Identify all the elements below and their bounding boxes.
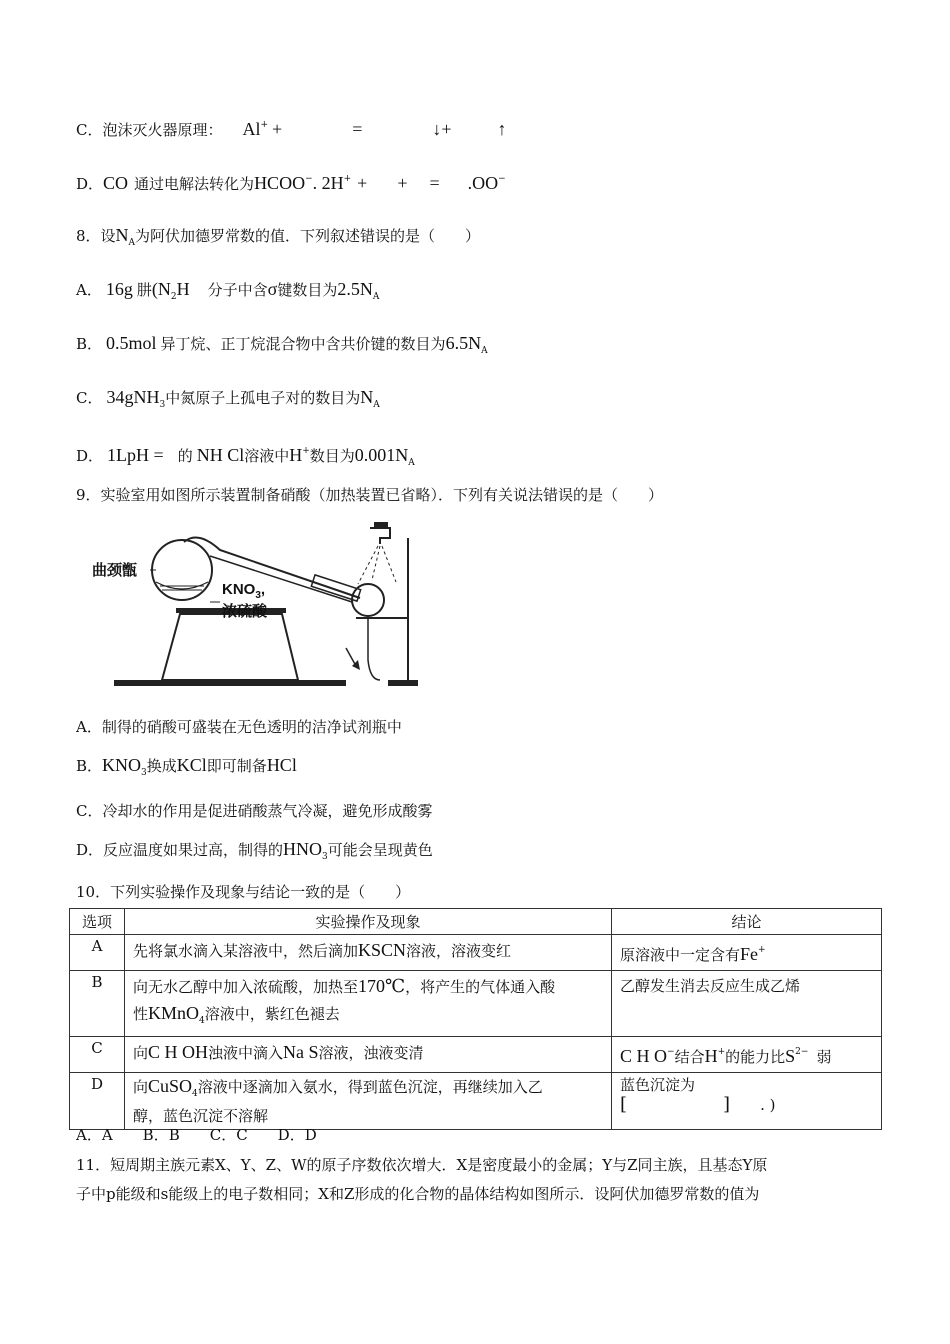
option-label: C． bbox=[76, 389, 103, 407]
option-label: D． bbox=[76, 175, 104, 193]
q9-option-c: C．冷却水的作用是促进硝酸蒸气冷凝，避免形成酸雾 bbox=[76, 802, 433, 820]
option-text: 键数目为 bbox=[277, 281, 338, 299]
q10-stem: 10．下列实验操作及现象与结论一致的是（ ） bbox=[76, 883, 411, 901]
formula: 0.001N bbox=[354, 445, 409, 465]
q8-option-c: C． 34gNH$_3$中氮原子上孤电子对的数目为$N_A$ bbox=[76, 387, 380, 410]
formula: + bbox=[357, 173, 368, 193]
equals-sign: = bbox=[429, 173, 440, 193]
formula: N bbox=[115, 225, 129, 245]
water-spray bbox=[358, 546, 396, 584]
option-text: 可能会呈现黄色 bbox=[327, 841, 433, 859]
formula: H bbox=[176, 279, 190, 299]
conclusion-cell: 乙醇发生消去反应生成乙烯 bbox=[612, 971, 882, 1037]
q9-option-b: B．$KNO_3$换成KCl即可制备HCl bbox=[76, 755, 297, 778]
option-text: D．反应温度如果过高，制得的 bbox=[76, 841, 284, 859]
formula: 34gNH bbox=[106, 387, 160, 407]
q7-option-d: D．CO 通过电解法转化为HCOO−. 2H+ + + = .OO− bbox=[76, 173, 506, 193]
formula-sup: + bbox=[260, 120, 269, 130]
reagent1-label: $KNO_3$, bbox=[222, 581, 266, 601]
retort-neck bbox=[184, 538, 360, 599]
table-row bbox=[70, 935, 882, 971]
q8-stem: 8．设$N_A$为阿伏加德罗常数的值．下列叙述错误的是（ ） bbox=[76, 225, 481, 248]
column-header: 实验操作及现象 bbox=[125, 909, 612, 935]
column-header: 选项 bbox=[70, 909, 125, 935]
formula: . 2H bbox=[312, 173, 344, 193]
option-text: 数目为 bbox=[309, 447, 355, 465]
option-label: D． bbox=[76, 447, 104, 465]
formula: N bbox=[360, 387, 374, 407]
option-label: B． bbox=[76, 335, 103, 353]
formula: (N bbox=[151, 279, 171, 299]
table-header-row bbox=[70, 909, 882, 935]
q9-stem: 9．实验室用如图所示装置制备硝酸（加热装置已省略）．下列有关说法错误的是（ ） bbox=[76, 486, 664, 504]
option-text: 换成 bbox=[146, 757, 177, 775]
retort-label: 曲颈甑 bbox=[92, 561, 138, 579]
option-label: B． bbox=[76, 757, 103, 775]
retort-flask bbox=[152, 540, 212, 600]
row-key: C bbox=[70, 1037, 125, 1073]
precipitate-arrow: ↓+ bbox=[432, 119, 452, 139]
option-text: 通过电解法转化为 bbox=[134, 175, 255, 193]
column-header: 结论 bbox=[612, 909, 882, 935]
formula: CO bbox=[103, 173, 129, 193]
question-text: 为阿伏加德罗常数的值．下列叙述错误的是（ ） bbox=[135, 227, 481, 245]
formula: HCl bbox=[266, 755, 297, 775]
question-number: 8．设 bbox=[76, 227, 116, 245]
option-text: 肼 bbox=[136, 281, 152, 299]
option-text: C．泡沫灭火器原理： bbox=[76, 121, 223, 139]
option-text: 分子中含 bbox=[207, 281, 268, 299]
q9-option-a: A．制得的硝酸可盛装在无色透明的洁净试剂瓶中 bbox=[76, 718, 402, 736]
q11-line2: 子中p能级和s能级上的电子数相同；X和Z形成的化合物的晶体结构如图所示．设阿伏加德罗常数的值为 bbox=[76, 1185, 760, 1203]
option-text: 的 bbox=[177, 447, 193, 465]
formula: H bbox=[289, 445, 303, 465]
table-row bbox=[70, 971, 882, 1037]
q9-option-d: D．反应温度如果过高，制得的$HNO_3$可能会呈现黄色 bbox=[76, 839, 433, 862]
formula: 1LpH = bbox=[107, 445, 164, 465]
operation-cell: 向CuSO$_4$溶液中逐滴加入氨水，得到蓝色沉淀，再继续加入乙 醇，蓝色沉淀不溶解 bbox=[125, 1073, 612, 1130]
q10-options: A．A B．B C．C D．D bbox=[76, 1126, 317, 1144]
operation-cell: 向无水乙醇中加入浓硫酸，加热至170℃，将产生的气体通入酸 性KMnO$_4$溶液中，紫红色褪去 bbox=[125, 971, 612, 1037]
formula: + bbox=[272, 119, 283, 139]
formula: .OO bbox=[467, 173, 499, 193]
formula: HCOO bbox=[254, 173, 306, 193]
table-row bbox=[70, 1073, 882, 1130]
formula: 2.5N bbox=[337, 279, 373, 299]
stand-body bbox=[162, 614, 298, 680]
q11-line1: 11．短周期主族元素X、Y、Z、W的原子序数依次增大．X是密度最小的金属；Y与Z同主族，且基态Y原 bbox=[76, 1156, 768, 1174]
formula: KNO bbox=[102, 755, 142, 775]
table-row bbox=[70, 1037, 882, 1073]
option-label: A． bbox=[76, 281, 102, 299]
row-key: D bbox=[70, 1073, 125, 1130]
formula: HNO bbox=[283, 839, 323, 859]
formula: Al bbox=[242, 119, 261, 139]
stand-base bbox=[114, 680, 346, 686]
option-text: 异丁烷、正丁烷混合物中含共价键的数目为 bbox=[160, 335, 446, 353]
option-text: 溶液中 bbox=[244, 447, 290, 465]
option-text: 即可制备 bbox=[206, 757, 267, 775]
conclusion-cell: C H O−结合H+的能力比$S^{2-}$ 弱 bbox=[612, 1037, 882, 1073]
apparatus-diagram bbox=[92, 520, 420, 690]
row-key: A bbox=[70, 935, 125, 971]
q7-option-c bbox=[76, 114, 507, 141]
equals-sign: = bbox=[352, 119, 363, 139]
formula: 0.5mol bbox=[106, 333, 157, 353]
formula: NH Cl bbox=[196, 445, 245, 465]
experiment-table bbox=[69, 908, 882, 1130]
formula: KCl bbox=[176, 755, 207, 775]
conclusion-cell: 蓝色沉淀为 [ ] . ) bbox=[612, 1073, 882, 1130]
conclusion-cell: 原溶液中一定含有Fe+ bbox=[612, 935, 882, 971]
row-key: B bbox=[70, 971, 125, 1037]
q8-option-b: B． 0.5mol 异丁烷、正丁烷混合物中含共价键的数目为$6.5N_A$ bbox=[76, 333, 488, 356]
formula: σ bbox=[267, 279, 278, 299]
q8-option-d: D． 1LpH = 的 NH Cl溶液中H+数目为$0.001N_A$ bbox=[76, 445, 415, 468]
operation-cell: 先将氯水滴入某溶液中，然后滴加KSCN溶液，溶液变红 bbox=[125, 935, 612, 971]
q8-option-a: A． 16g 肼($N_2H$ 分子中含σ键数目为$2.5N_A$ bbox=[76, 279, 380, 302]
formula: 6.5N bbox=[445, 333, 482, 353]
formula: + bbox=[397, 173, 408, 193]
operation-cell: 向C H OH浊液中滴入Na S溶液，浊液变清 bbox=[125, 1037, 612, 1073]
faucet bbox=[370, 528, 390, 544]
gas-arrow: ↑ bbox=[497, 119, 507, 139]
option-text: 中氮原子上孤电子对的数目为 bbox=[165, 389, 361, 407]
formula: 16g bbox=[105, 279, 133, 299]
reagent2-label: 浓硫酸 bbox=[222, 602, 268, 620]
